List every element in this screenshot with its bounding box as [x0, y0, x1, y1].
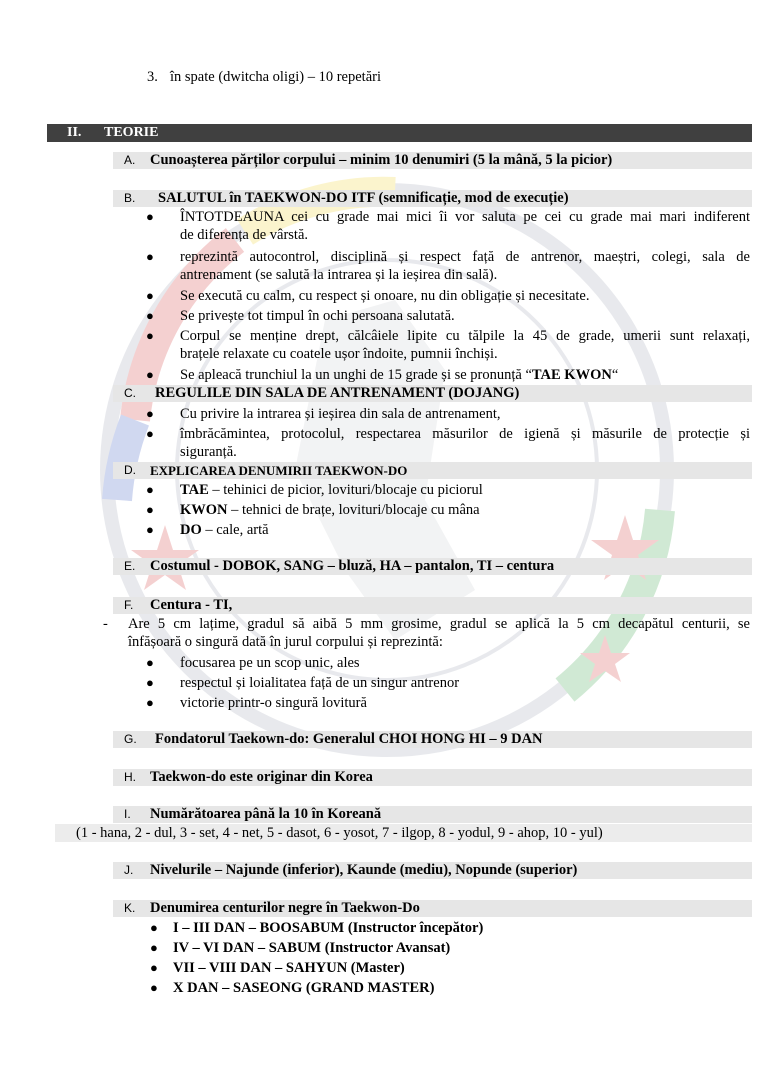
bullet-icon: ●: [146, 675, 154, 690]
name-part-kwon: KWON – tehnici de brațe, lovituri/blocaje cu mâna: [180, 502, 480, 518]
black-belt-1: I – III DAN – BOOSABUM (Instructor începător): [173, 920, 484, 936]
dojang-bullet-2: îmbrăcămintea, protocolul, respectarea măsurilor de igienă și măsurile de protecție și siguranță.: [180, 426, 750, 460]
bullet-icon: ●: [146, 522, 154, 537]
salut-bullet-4: Se privește tot timpul în ochi persoana salutată.: [180, 308, 455, 324]
bullet-icon: ●: [146, 502, 154, 517]
section-title: TEORIE: [104, 125, 159, 140]
bullet-icon: ●: [146, 406, 154, 421]
heading-d-title: EXPLICAREA DENUMIRII TAEKWON-DO: [150, 463, 408, 478]
heading-a-title: Cunoașterea părților corpului – minim 10 denumiri (5 la mână, 5 la picior): [150, 152, 613, 168]
dojang-bullet-1: Cu privire la intrarea și ieșirea din sala de antrenament,: [180, 406, 501, 422]
belt-bullet-2: respectul și loialitatea față de un singur antrenor: [180, 675, 460, 691]
bullet-icon: ●: [146, 695, 154, 710]
heading-h-title: Taekwon-do este originar din Korea: [150, 769, 373, 785]
bullet-icon: ●: [146, 288, 154, 303]
heading-i-letter: I.: [124, 807, 131, 821]
heading-k-title: Denumirea centurilor negre în Taekwon-Do: [150, 900, 420, 916]
bullet-icon: ●: [146, 328, 154, 343]
bullet-icon: ●: [146, 367, 154, 382]
name-part-do: DO – cale, artă: [180, 522, 269, 538]
intro-item-number: 3.: [147, 69, 158, 85]
salut-bullet-2: reprezintă autocontrol, disciplină și respect față de antrenor, maeștri, colegi, sala de antrenament (se salută la intrarea și la ieșirea din sală).: [180, 249, 750, 283]
heading-a-letter: A.: [124, 153, 136, 167]
salut-bullet-3: Se execută cu calm, cu respect și onoare, nu din obligație și necesitate.: [180, 288, 590, 304]
heading-c-letter: C.: [124, 386, 136, 400]
heading-b-letter: B.: [124, 191, 136, 205]
bullet-icon: ●: [150, 920, 158, 935]
bullet-icon: ●: [146, 209, 154, 224]
section-number: II.: [67, 125, 82, 140]
bullet-icon: ●: [150, 980, 158, 995]
intro-item-text: în spate (dwitcha oligi) – 10 repetări: [170, 69, 381, 85]
belt-description: Are 5 cm lațime, gradul să aibă 5 mm grosime, gradul se aplică la 5 cm decapătul centurii, se înfășoară o singură dată în jurul corpului și reprezintă:: [128, 616, 750, 650]
heading-c-title: REGULILE DIN SALA DE ANTRENAMENT (DOJANG): [155, 385, 520, 401]
salut-bullet-5: Corpul se menține drept, călcâiele lipite cu tălpile la 45 de grade, umerii sunt relaxați, brațele relaxate cu coatele ușor îndoite, pumnii închiși.: [180, 328, 750, 362]
heading-h-letter: H.: [124, 770, 136, 784]
heading-j-title: Nivelurile – Najunde (inferior), Kaunde (mediu), Nopunde (superior): [150, 862, 578, 878]
heading-i-title: Numărătoarea până la 10 în Koreană: [150, 806, 382, 822]
black-belt-4: X DAN – SASEONG (GRAND MASTER): [173, 980, 435, 996]
heading-f-letter: F.: [124, 598, 134, 612]
heading-e-title: Costumul - DOBOK, SANG – bluză, HA – pantalon, TI – centura: [150, 558, 555, 574]
heading-d-letter: D.: [124, 463, 136, 477]
heading-g-title: Fondatorul Taekown-do: Generalul CHOI HONG HI – 9 DAN: [155, 731, 543, 747]
korean-counting: (1 - hana, 2 - dul, 3 - set, 4 - net, 5 - dasot, 6 - yosot, 7 - ilgop, 8 - yodul, 9 - ahop, 10 - yul): [76, 825, 603, 841]
bullet-icon: ●: [146, 482, 154, 497]
heading-f-title: Centura - TI,: [150, 597, 233, 613]
name-part-tae: TAE – tehinici de picior, lovituri/blocaje cu piciorul: [180, 482, 483, 498]
belt-bullet-3: victorie printr-o singură lovitură: [180, 695, 367, 711]
bullet-icon: ●: [150, 960, 158, 975]
bullet-icon: ●: [146, 655, 154, 670]
bullet-icon: ●: [146, 426, 154, 441]
heading-j-letter: J.: [124, 863, 134, 877]
black-belt-3: VII – VIII DAN – SAHYUN (Master): [173, 960, 405, 976]
heading-k-letter: K.: [124, 901, 136, 915]
heading-g-letter: G.: [124, 732, 137, 746]
bullet-icon: ●: [146, 308, 154, 323]
black-belt-2: IV – VI DAN – SABUM (Instructor Avansat): [173, 940, 451, 956]
bullet-icon: ●: [146, 249, 154, 264]
section-header-bar: [47, 124, 752, 142]
belt-bullet-1: focusarea pe un scop unic, ales: [180, 655, 360, 671]
heading-e-letter: E.: [124, 559, 136, 573]
salut-bullet-6: Se apleacă trunchiul la un unghi de 15 grade și se pronunță “TAE KWON“: [180, 367, 619, 383]
bullet-icon: ●: [150, 940, 158, 955]
belt-dash: -: [103, 616, 108, 632]
salut-bullet-1: ÎNTOTDEAUNA cei cu grade mai mici îi vor saluta pe cei cu grade mai mari indiferent de diferența de vârstă.: [180, 209, 750, 243]
heading-b-title: SALUTUL în TAEKWON-DO ITF (semnificație, mod de execuție): [158, 190, 569, 206]
